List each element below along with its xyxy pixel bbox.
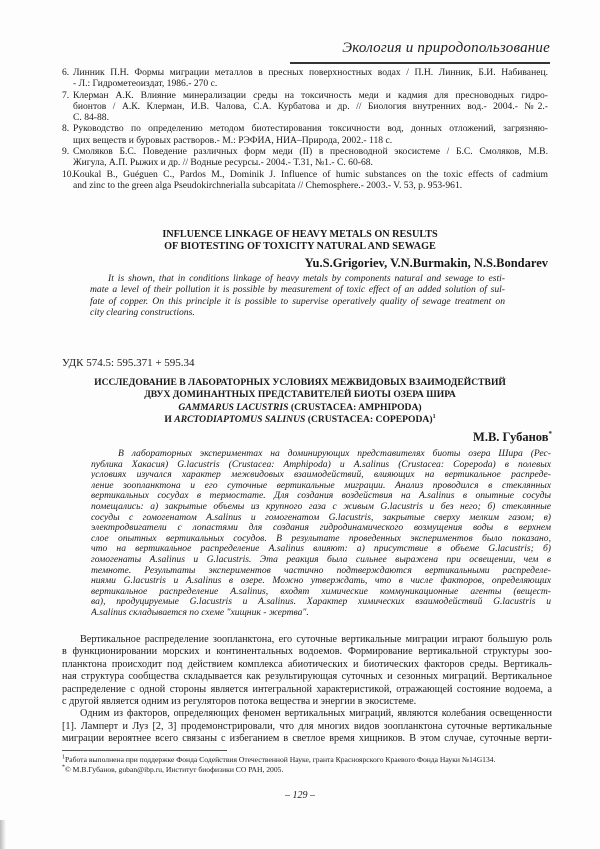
text-line: [1]. Ламперт и Луз [2, 3] продемонстрировали, что для многих видов зоопланктона суточные вертикальные (62, 720, 552, 732)
reference-line: Руководство по определению методом биотестирования токсичности вод, донных отложений, загрязняю- (73, 123, 548, 135)
text-line: в функционировании морских и континентальных водоемов. Формирование вертикальной структуры зоо- (62, 646, 552, 658)
text-line: ниями G.lacustris и A.salinus в озере. Можно утверждать, что в числе факторов, определяющих (91, 576, 551, 587)
species-name: GAMMARUS LACUSTRIS (178, 401, 289, 413)
footnote (62, 755, 552, 765)
english-title-line: INFLUENCE LINKAGE OF HEAVY METALS ON RESULTS (162, 229, 438, 240)
reference-number: 9. (62, 146, 70, 158)
text-line: Вертикальное распределение зоопланктона, его суточные вертикальные миграции играют большую роль (80, 634, 552, 645)
russian-article-title (0, 377, 600, 426)
taxon: (CRUSTACEA: COPEPODA) (305, 413, 433, 425)
species-name: ARCTODIAPTOMUS SALINUS (174, 413, 306, 425)
text-line: что на вертикальное распределение A.salinus влияют: а) присутствие в объеме G.lacustris; б) (91, 544, 551, 555)
text-line: A.salinus складывается по схеме "хищник - жертва". (91, 607, 309, 618)
footnote-mark: * (62, 764, 65, 771)
text-line: гомогенаты A.salinus и G.lacustris. Эта реакция была сильнее выражена при освещении, чем в (91, 554, 551, 565)
reference-line: Смоляков Б.С. Поведение различных форм меди (II) в пресноводной экосистеме / Б.С. Смоляков, М.В. (73, 146, 548, 158)
reference-item (62, 146, 548, 169)
text-line: It is shown, that in conditions linkage of heavy metals by components natural and sewage to esti- (108, 273, 505, 284)
author-footnote-mark: * (548, 429, 552, 438)
udk-code: УДК 574.5: 595.371 + 595.34 (62, 357, 195, 369)
text-line: В лабораторных экспериментах на доминирующих представителях биоты озера Шира (Рес- (118, 449, 551, 459)
running-head: Экология и природопользование (342, 40, 550, 56)
footnote-text: © М.В.Губанов, guban@ibp.ru, Институт биофизики СО РАН, 2005. (65, 765, 284, 774)
text-line: электродвигатели с лопастями для создания гидродинамического возмущения воды в верхнем (91, 523, 551, 534)
reference-item (62, 123, 548, 146)
footnote-mark: 1 (62, 754, 65, 761)
footnote-mark: 1 (432, 413, 436, 420)
reference-number: 7. (62, 89, 70, 101)
text-line: миграции вероятнее всего связаны с избеганием в светлое время хищников. В этом случае, суточные верти- (62, 733, 552, 745)
page-number-value: 129 (292, 790, 308, 801)
reference-line: Клерман А.К. Влияние минерализации среды на токсичность меди и кадмия для пресноводных гидро- (73, 89, 548, 101)
text-line: Одним из факторов, определяющих феномен вертикальных миграций, являются колебания освещенности (80, 708, 552, 720)
author-name: М.В. Губанов (473, 430, 549, 444)
reference-line: - Л.: Гидрометеоиздат, 1986.- 270 с. (73, 78, 218, 90)
reference-number: 6. (62, 67, 70, 78)
russian-abstract (91, 449, 551, 619)
text-line: темноте. Результаты экспериментов частично подтверждаются вертикальными распределе- (91, 565, 551, 576)
scan-edge-shadow (0, 820, 6, 849)
text-line: сосуды с гомогенатом A.salinus и гомогенатом G.lacustris, закрытые сверху мелким газом; в) (91, 512, 551, 523)
header-rule (290, 62, 550, 64)
title-line (0, 414, 600, 426)
reference-number: 8. (62, 123, 70, 135)
text-line: ва), продуцируемые G.lacustris и A.salinus. Характер химических взаимодействий G.lacustris и (91, 597, 551, 608)
article-body (62, 634, 552, 746)
text-line: city clearing constructions. (90, 306, 195, 318)
paragraph (62, 634, 552, 708)
reference-number: 10. (62, 168, 74, 180)
text-line: ная структура сообщества складывается как результирующая суточных и сезонных миграций. Вертикальное (62, 671, 552, 683)
reference-line: щих веществ и буровых растворов.- М.: РЭФИА, НИА–Природа, 2002.- 118 с. (73, 134, 393, 146)
reference-line: бионтов / А.К. Клерман, И.В. Чалова, С.А. Курбатова и др. // Биология внутренних вод.- 2004.- №2.- (73, 100, 548, 112)
english-article-authors: Yu.S.Grigoriev, V.N.Burmakin, N.S.Bondarev (304, 256, 548, 270)
text-line: с другой является одним из регуляторов потока вещества и энергии в экосистеме. (62, 696, 417, 708)
english-title-line: OF BIOTESTING OF TOXICITY NATURAL AND SEWAGE (164, 241, 436, 252)
reference-list (62, 67, 548, 191)
text-line: условиях изучался характер межвидовых взаимодействий, влияющих на вертикальное распреде- (91, 470, 551, 481)
reference-item (62, 90, 548, 124)
text-line: mate a level of their pollution it is possible by measurement of toxic effect of an added solution of sul- (90, 284, 505, 296)
reference-line: and zinc to the green alga Pseudokirchnerialla subcapitata // Chemosphere.- 2003.- V. 53, p. 953-961. (73, 179, 463, 191)
text-line: распределение с одной стороны является интегральной характеристикой, отражающей состояние водоема, а (62, 683, 552, 695)
reference-line: Koukal B., Guéguen C., Pardos M., Dominik J. Influence of humic substances on the toxic effects of cadmium (73, 168, 548, 180)
reference-line: С. 84-88. (73, 112, 109, 124)
footnote-text: Работа выполнена при поддержке Фонда Содействия Отечественной Науке, гранта Красноярского Краевого Фонда Науки №14G134. (65, 755, 496, 764)
reference-item (62, 169, 548, 192)
page-number: – 129 – (285, 790, 315, 801)
footnote (62, 765, 552, 775)
conjunction: И (164, 413, 175, 425)
reference-line: Линник П.Н. Формы миграции металлов в пресных поверхностных водах / П.Н. Линник, Б.И. Набиванец. (73, 67, 548, 78)
text-line: слое опытных вертикальных сосудов. В результате проведенных экспериментов было показано, (91, 533, 551, 544)
paragraph (62, 708, 552, 745)
title-line (0, 402, 600, 414)
text-line: помещались: а) закрытые объемы из крупного газа с живым G.lacustris и без него; б) стеклянные (91, 501, 551, 512)
footnotes (62, 755, 552, 775)
text-line: планктона происходит под действием комплекса абиотических и биотических факторов среды. Вертикаль- (62, 658, 552, 670)
text-line: публика Хакасия) G.lacustris (Crustacea: Amphipoda) и A.salinus (Crustacea: Copepoda) в полевых (91, 459, 551, 470)
text-line: fate of copper. On this principle it is possible to supervise operatively quality of sewage treatment on (90, 295, 505, 307)
text-line: вертикальное распределение A.salinus, входят химические коммуникационные агенты (вещест- (91, 586, 551, 597)
footnote-rule (62, 750, 227, 751)
title-line: ИССЛЕДОВАНИЕ В ЛАБОРАТОРНЫХ УСЛОВИЯХ МЕЖВИДОВЫХ ВЗАИМОДЕЙСТВИЙ (94, 377, 506, 388)
title-line: ДВУХ ДОМИНАНТНЫХ ПРЕДСТАВИТЕЛЕЙ БИОТЫ ОЗЕРА ШИРА (144, 389, 456, 401)
english-article-title (0, 229, 600, 253)
text-line: ление зоопланктона и его суточные вертикальные миграции. Анализ проводился в стеклянных (91, 480, 551, 491)
english-abstract (90, 273, 505, 318)
reference-line: Жигула, А.П. Рыжих и др. // Водные ресурсы.- 2004.- Т.31, №1.- С. 60-68. (73, 157, 373, 169)
reference-item (62, 67, 548, 90)
text-line: вертикальных сосудах в термостате. Для создания воздействия на A.salinus в опытные сосуды (91, 491, 551, 502)
russian-article-author (473, 430, 552, 444)
taxon: (CRUSTACEA: AMPHIPODA) (288, 401, 422, 413)
